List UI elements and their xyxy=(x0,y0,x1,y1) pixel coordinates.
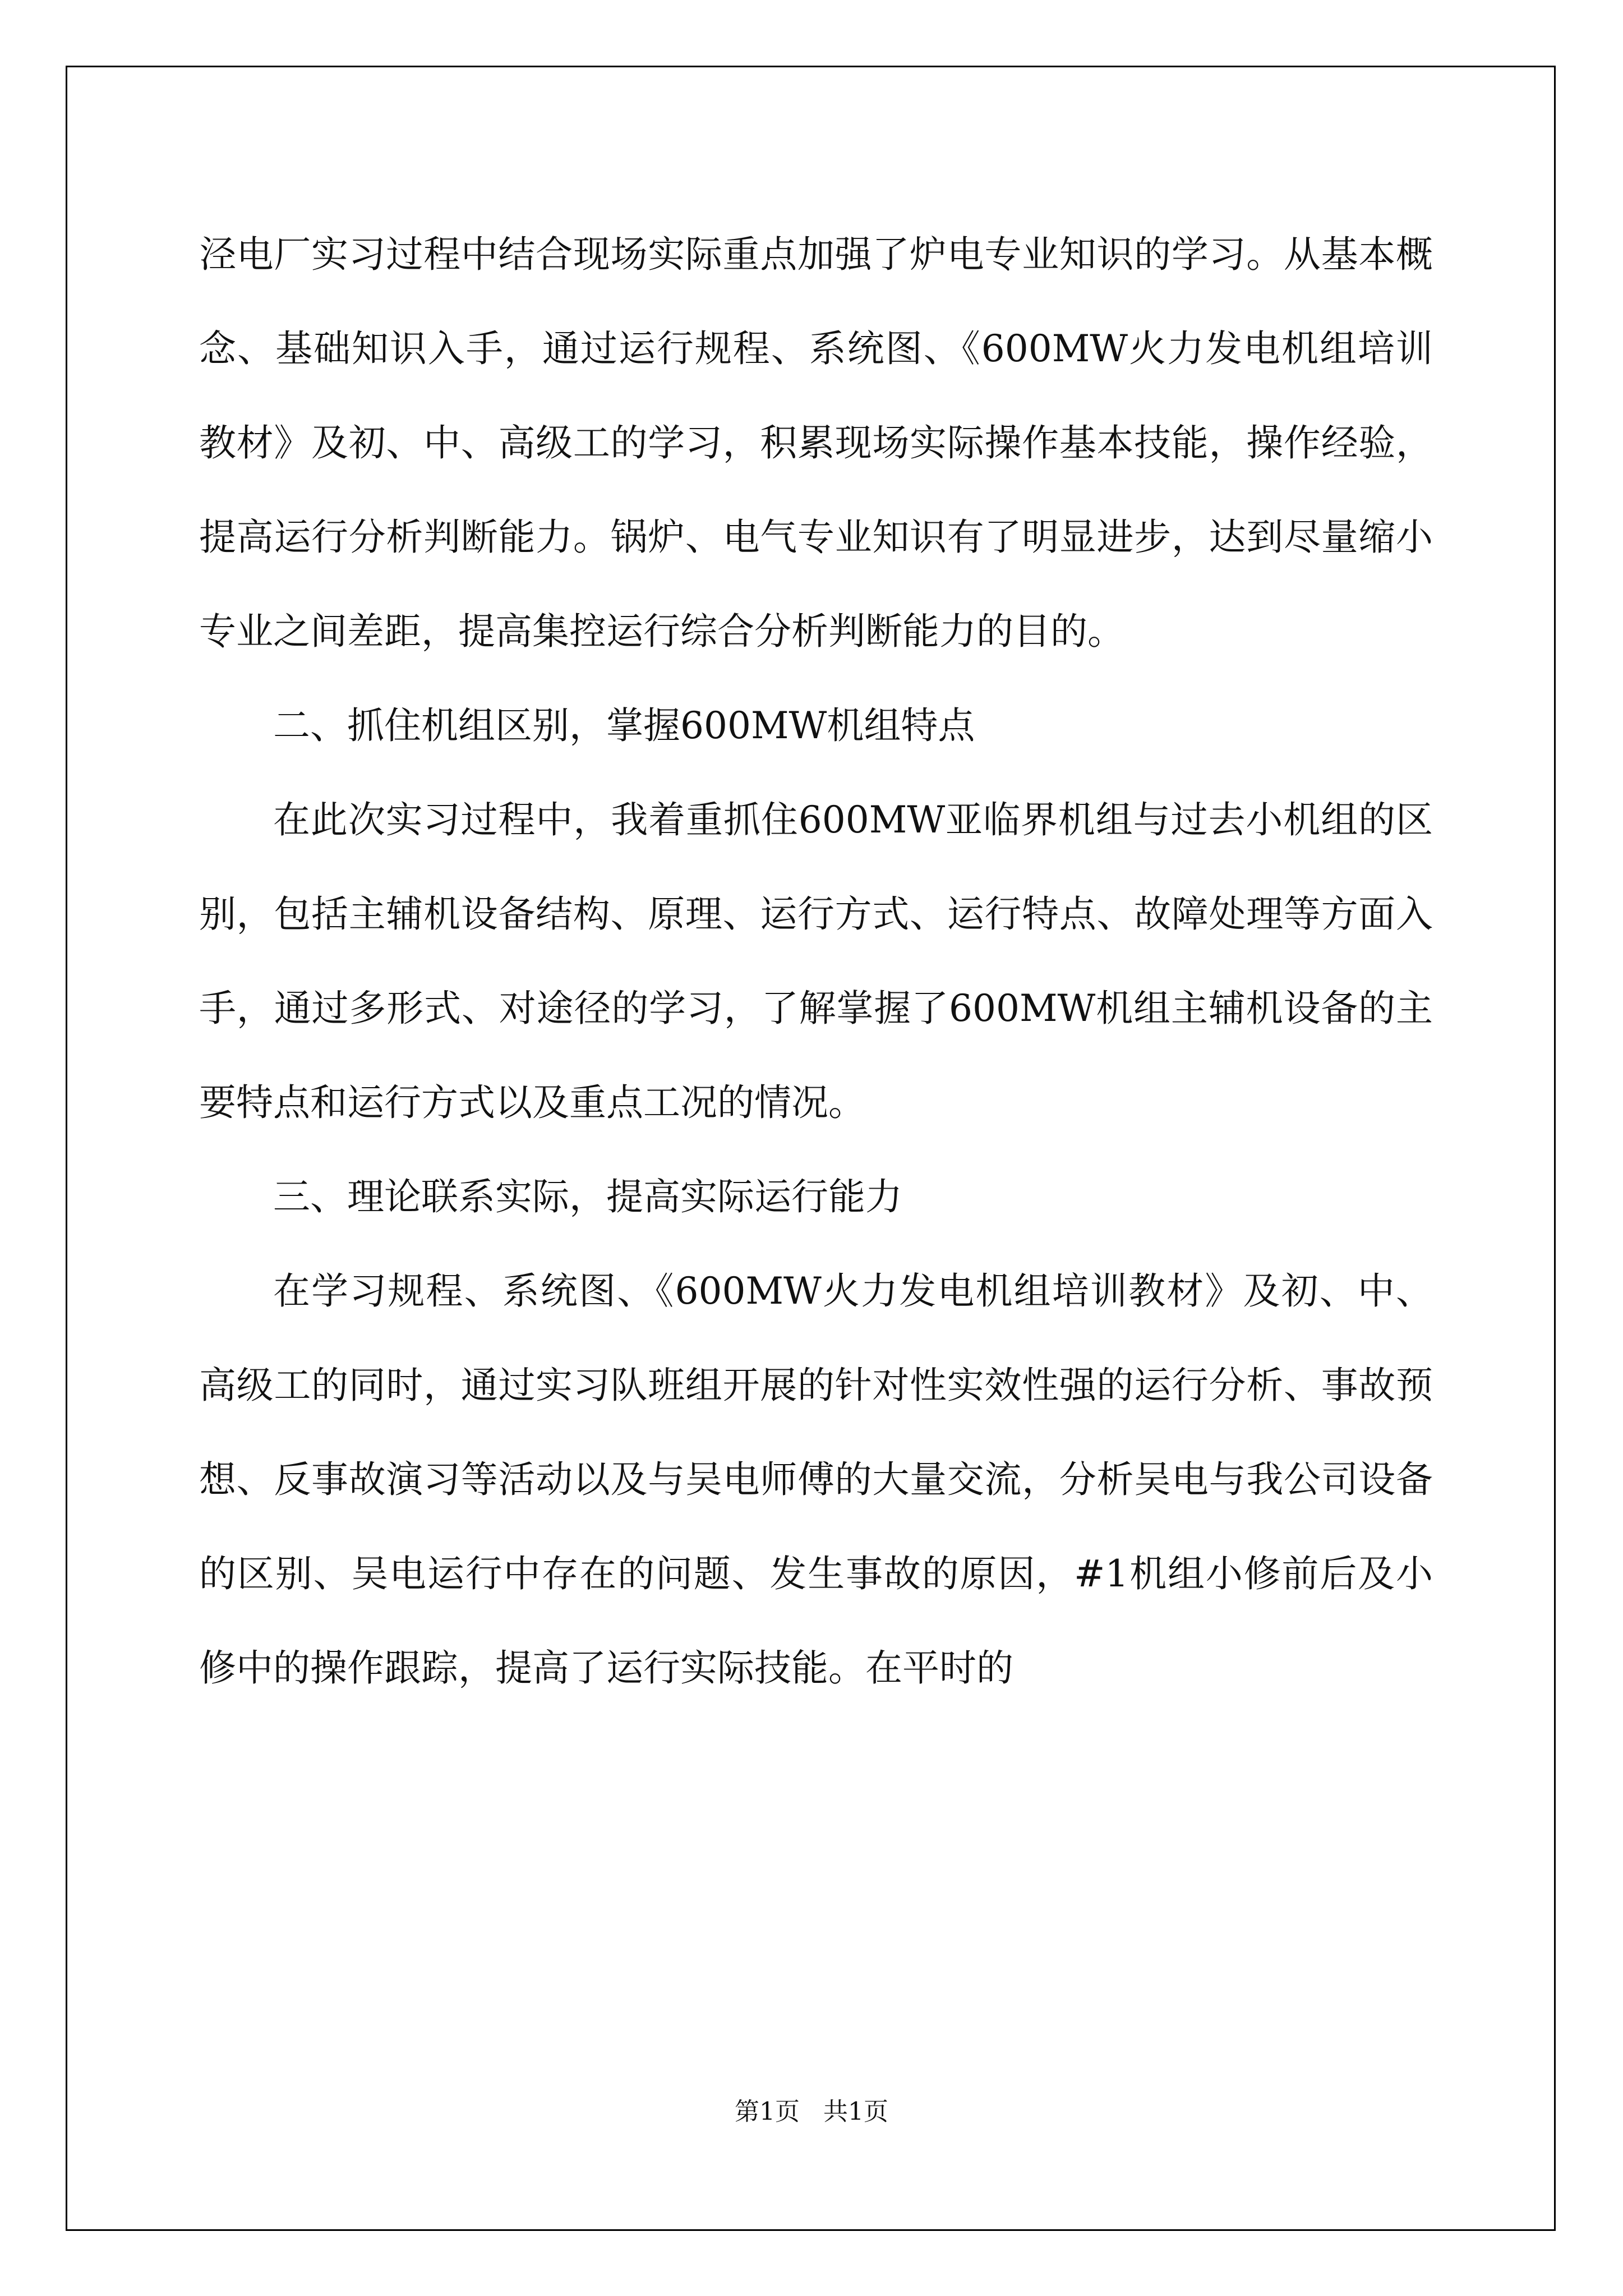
document-body xyxy=(199,208,1433,1715)
section-heading: 二、抓住机组区别，掌握600MW机组特点 xyxy=(273,704,975,747)
section-heading: 三、理论联系实际，提高实际运行能力 xyxy=(273,1175,902,1218)
paragraph: 泾电厂实习过程中结合现场实际重点加强了炉电专业知识的学习。从基本概念、基础知识入手，通过运行规程、系统图、《600MW火力发电机组培训教材》及初、中、高级工的学习，积累现场实际操作基本技能，操作经验，提高运行分析判断能力。锅炉、电气专业知识有了明显进步，达到尽量缩小专业之间差距，提高集控运行综合分析判断能力的目的。 xyxy=(199,233,1433,653)
paragraph: 在学习规程、系统图、《600MW火力发电机组培训教材》及初、中、高级工的同时，通过实习队班组开展的针对性实效性强的运行分析、事故预想、反事故演习等活动以及与吴电师傅的大量交流，分析吴电与我公司设备的区别、吴电运行中存在的问题、发生事故的原因，#1机组小修前后及小修中的操作跟踪，提高了运行实际技能。在平时的 xyxy=(199,1269,1433,1690)
paragraph: 在此次实习过程中，我着重抓住600MW亚临界机组与过去小机组的区别，包括主辅机设备结构、原理、运行方式、运行特点、故障处理等方面入手，通过多形式、对途径的学习，了解掌握了600MW机组主辅机设备的主要特点和运行方式以及重点工况的情况。 xyxy=(199,798,1433,1124)
page-number-footer: 第1页 共1页 xyxy=(735,2097,888,2126)
